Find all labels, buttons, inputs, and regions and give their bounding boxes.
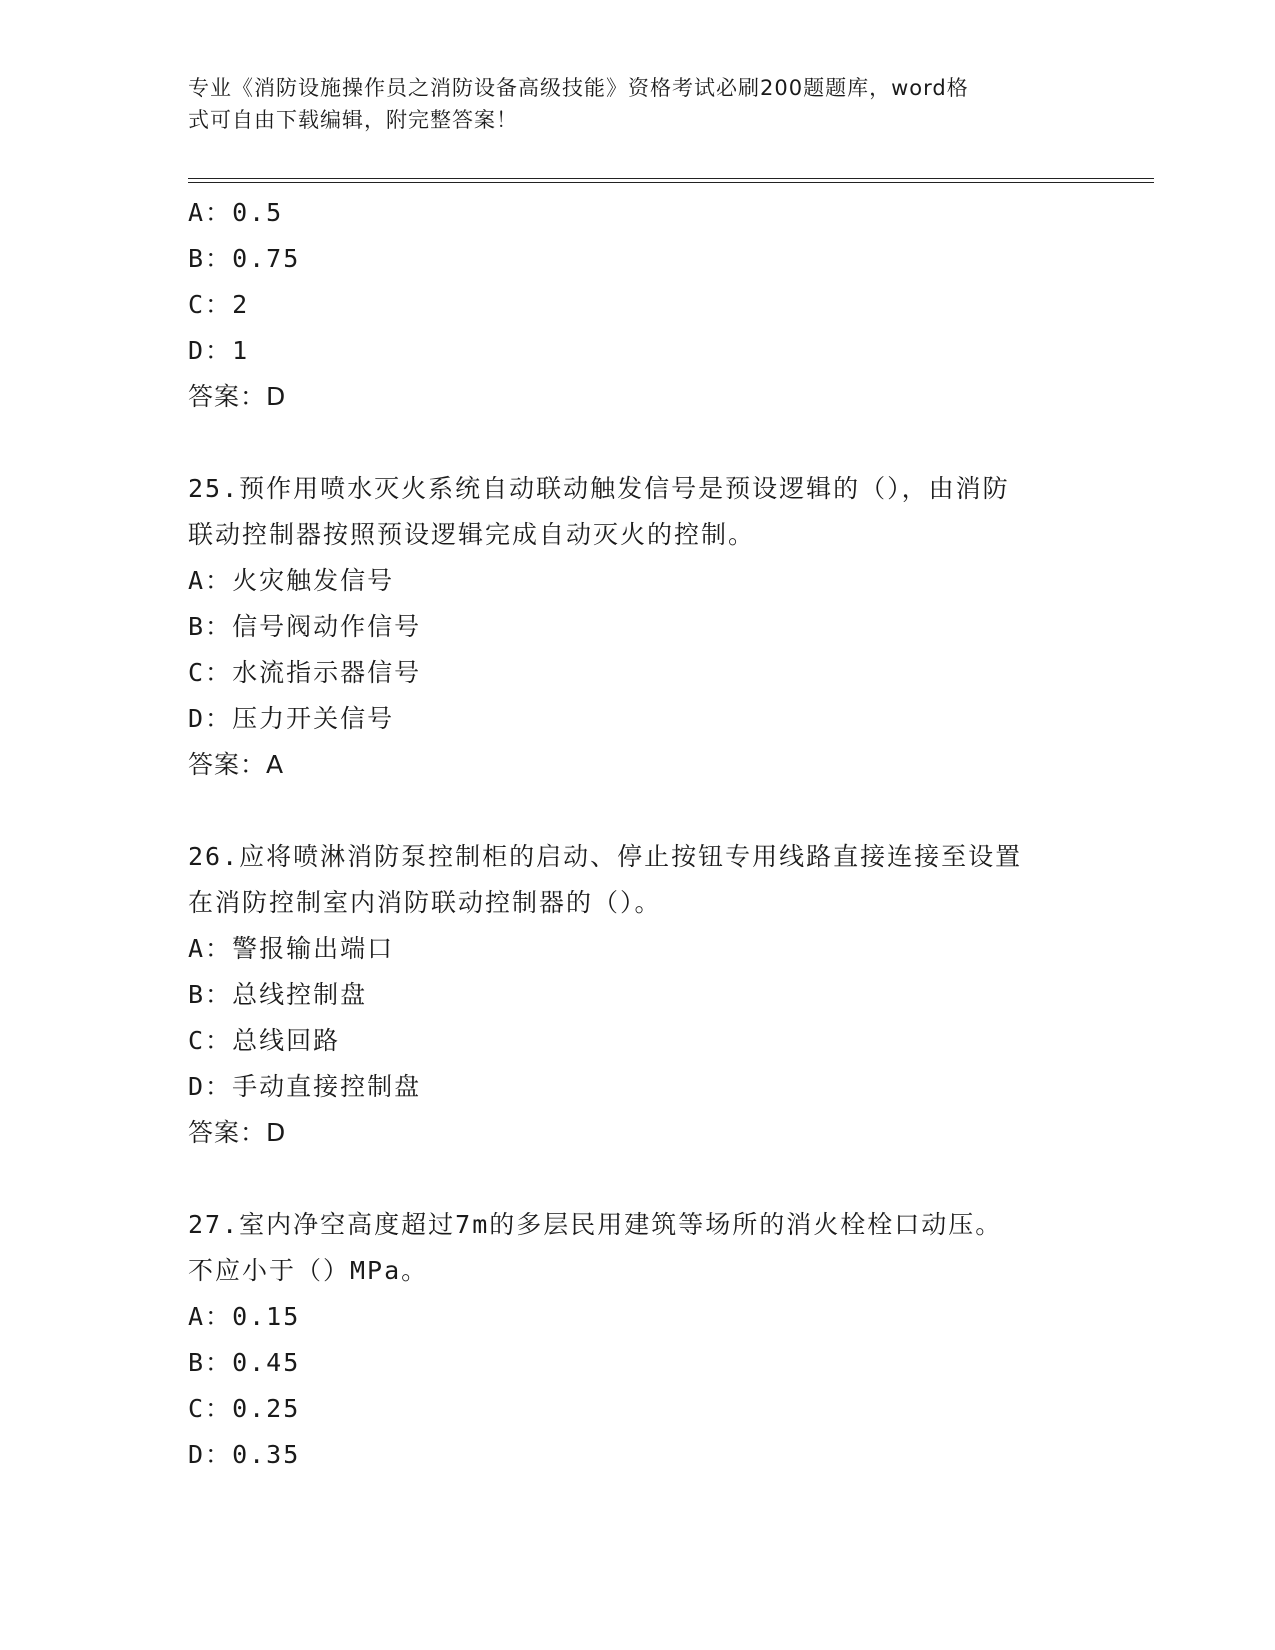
- question-stem-line-2: 联动控制器按照预设逻辑完成自动灭火的控制。: [188, 520, 756, 549]
- option-a: A：火灾触发信号: [188, 566, 395, 595]
- header-divider: [188, 178, 1154, 183]
- option-b: B：总线控制盘: [188, 980, 368, 1009]
- option-c: C：2: [188, 290, 250, 319]
- question-content: [188, 190, 1088, 1478]
- question-25: [188, 466, 1088, 788]
- option-d: D：0.35: [188, 1440, 301, 1469]
- option-a: A：0.15: [188, 1302, 301, 1331]
- option-d: D：1: [188, 336, 250, 365]
- option-b: B：0.75: [188, 244, 301, 273]
- question-26: [188, 834, 1088, 1156]
- question-stem-line-1: 25.预作用喷水灭火系统自动联动触发信号是预设逻辑的（），由消防: [188, 474, 1010, 503]
- answer: 答案：D: [188, 1118, 287, 1147]
- option-c: C：水流指示器信号: [188, 658, 422, 687]
- answer: 答案：A: [188, 750, 285, 779]
- answer: 答案：D: [188, 382, 287, 411]
- question-27: [188, 1202, 1088, 1478]
- option-b: B：信号阀动作信号: [188, 612, 422, 641]
- question-stem-line-2: 不应小于（）MPa。: [188, 1256, 429, 1285]
- question-stem-line-1: 27.室内净空高度超过7m的多层民用建筑等场所的消火栓栓口动压。: [188, 1210, 1003, 1239]
- header-line-2: 式可自由下载编辑，附完整答案！: [188, 108, 518, 132]
- option-b: B：0.45: [188, 1348, 301, 1377]
- header-line-1: 专业《消防设施操作员之消防设备高级技能》资格考试必刷200题题库，word格: [188, 76, 969, 100]
- question-stem-line-1: 26.应将喷淋消防泵控制柜的启动、停止按钮专用线路直接连接至设置: [188, 842, 1023, 871]
- option-a: A：0.5: [188, 198, 284, 227]
- option-a: A：警报输出端口: [188, 934, 395, 963]
- prev-question: [188, 190, 1088, 420]
- option-d: D：手动直接控制盘: [188, 1072, 422, 1101]
- question-stem-line-2: 在消防控制室内消防联动控制器的（）。: [188, 888, 662, 917]
- document-header: [188, 72, 1068, 136]
- option-c: C：总线回路: [188, 1026, 341, 1055]
- option-c: C：0.25: [188, 1394, 301, 1423]
- option-d: D：压力开关信号: [188, 704, 395, 733]
